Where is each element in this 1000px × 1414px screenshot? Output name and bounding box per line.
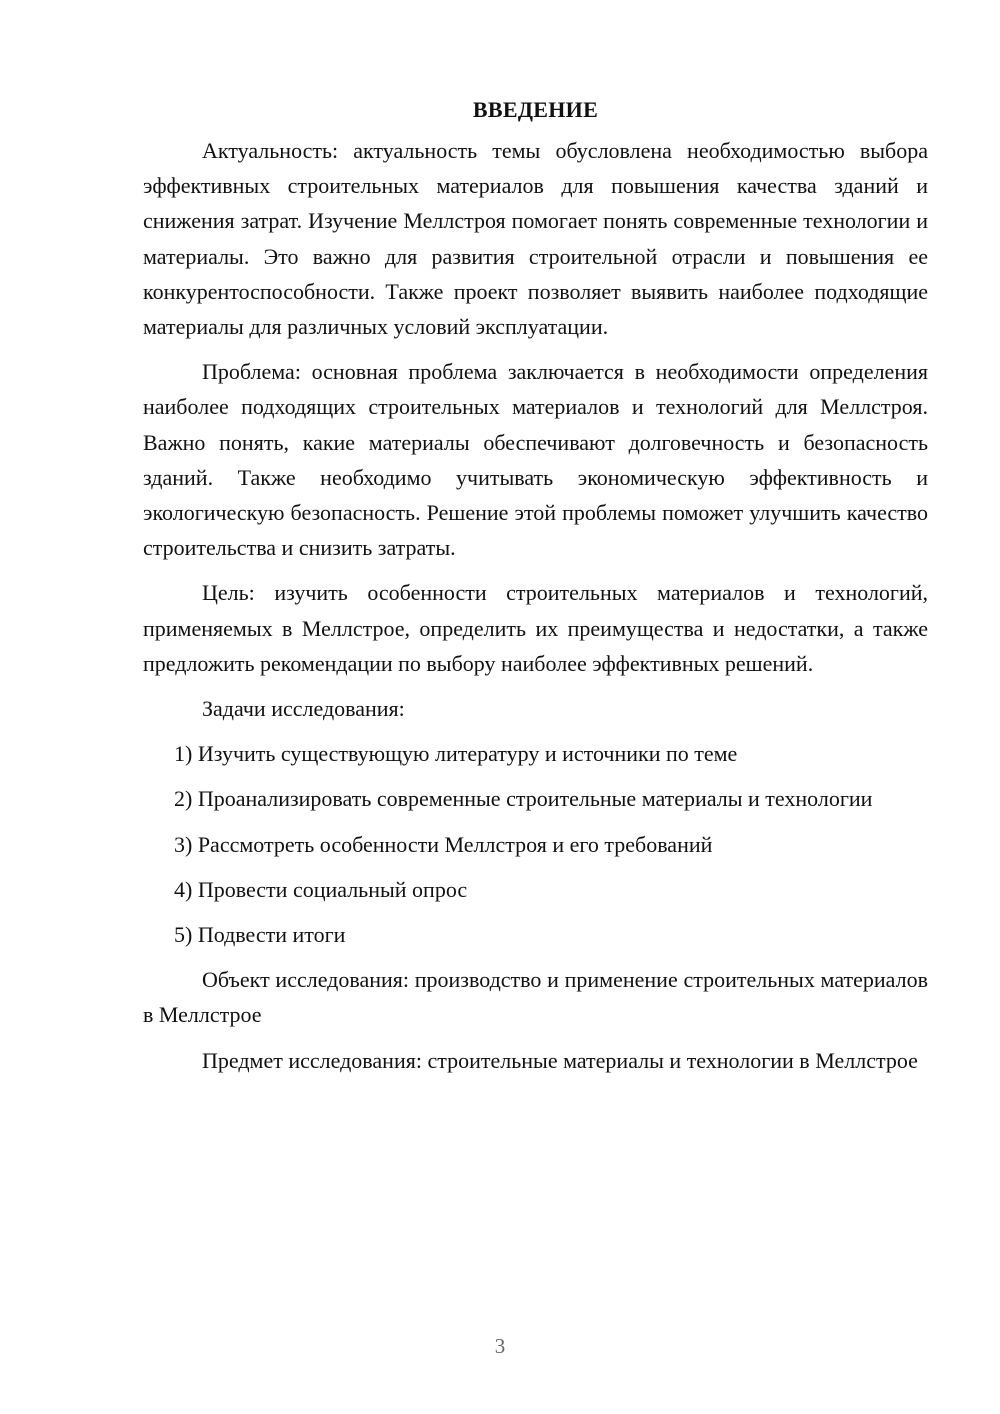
task-item-3: 3) Рассмотреть особенности Меллстроя и его требований (174, 831, 713, 857)
task-item-5: 5) Подвести итоги (174, 922, 346, 948)
paragraph-problem: Проблема: основная проблема заключается в необходимости определения наиболее подходящих строительных материалов и технологий для Меллстроя. Важно понять, какие материалы обеспечивают долговечность и безопасность зданий. Также необходимо учитывать экономическую эффективность и экологическую безопасность. Решение этой проблемы поможет улучшить качество строительства и снизить затраты. (143, 359, 928, 561)
paragraph-relevance: Актуальность: актуальность темы обусловлена необходимостью выбора эффективных строительных материалов для повышения качества зданий и снижения затрат. Изучение Меллстроя помогает понять современные технологии и материалы. Это важно для развития строительной отрасли и повышения ее конкурентоспособности. Также проект позволяет выявить наиболее подходящие материалы для различных условий эксплуатации. (143, 138, 928, 340)
paragraph-tasks-heading: Задачи исследования: (202, 696, 405, 722)
page-content (143, 92, 928, 1078)
task-item-1: 1) Изучить существующую литературу и источники по теме (174, 741, 738, 767)
task-item-4: 4) Провести социальный опрос (174, 876, 468, 902)
page-number: 3 (494, 1334, 506, 1358)
paragraph-object: Объект исследования: производство и применение строительных материалов в Меллстрое (143, 967, 928, 1028)
task-item-2: 2) Проанализировать современные строительные материалы и технологии (174, 786, 873, 812)
paragraph-subject: Предмет исследования: строительные материалы и технологии в Меллстрое (202, 1047, 918, 1073)
section-title: ВВЕДЕНИЕ (472, 97, 599, 122)
paragraph-goal: Цель: изучить особенности строительных материалов и технологий, применяемых в Меллстрое, определить их преимущества и недостатки, а также предложить рекомендации по выбору наиболее эффективных решений. (143, 580, 928, 676)
